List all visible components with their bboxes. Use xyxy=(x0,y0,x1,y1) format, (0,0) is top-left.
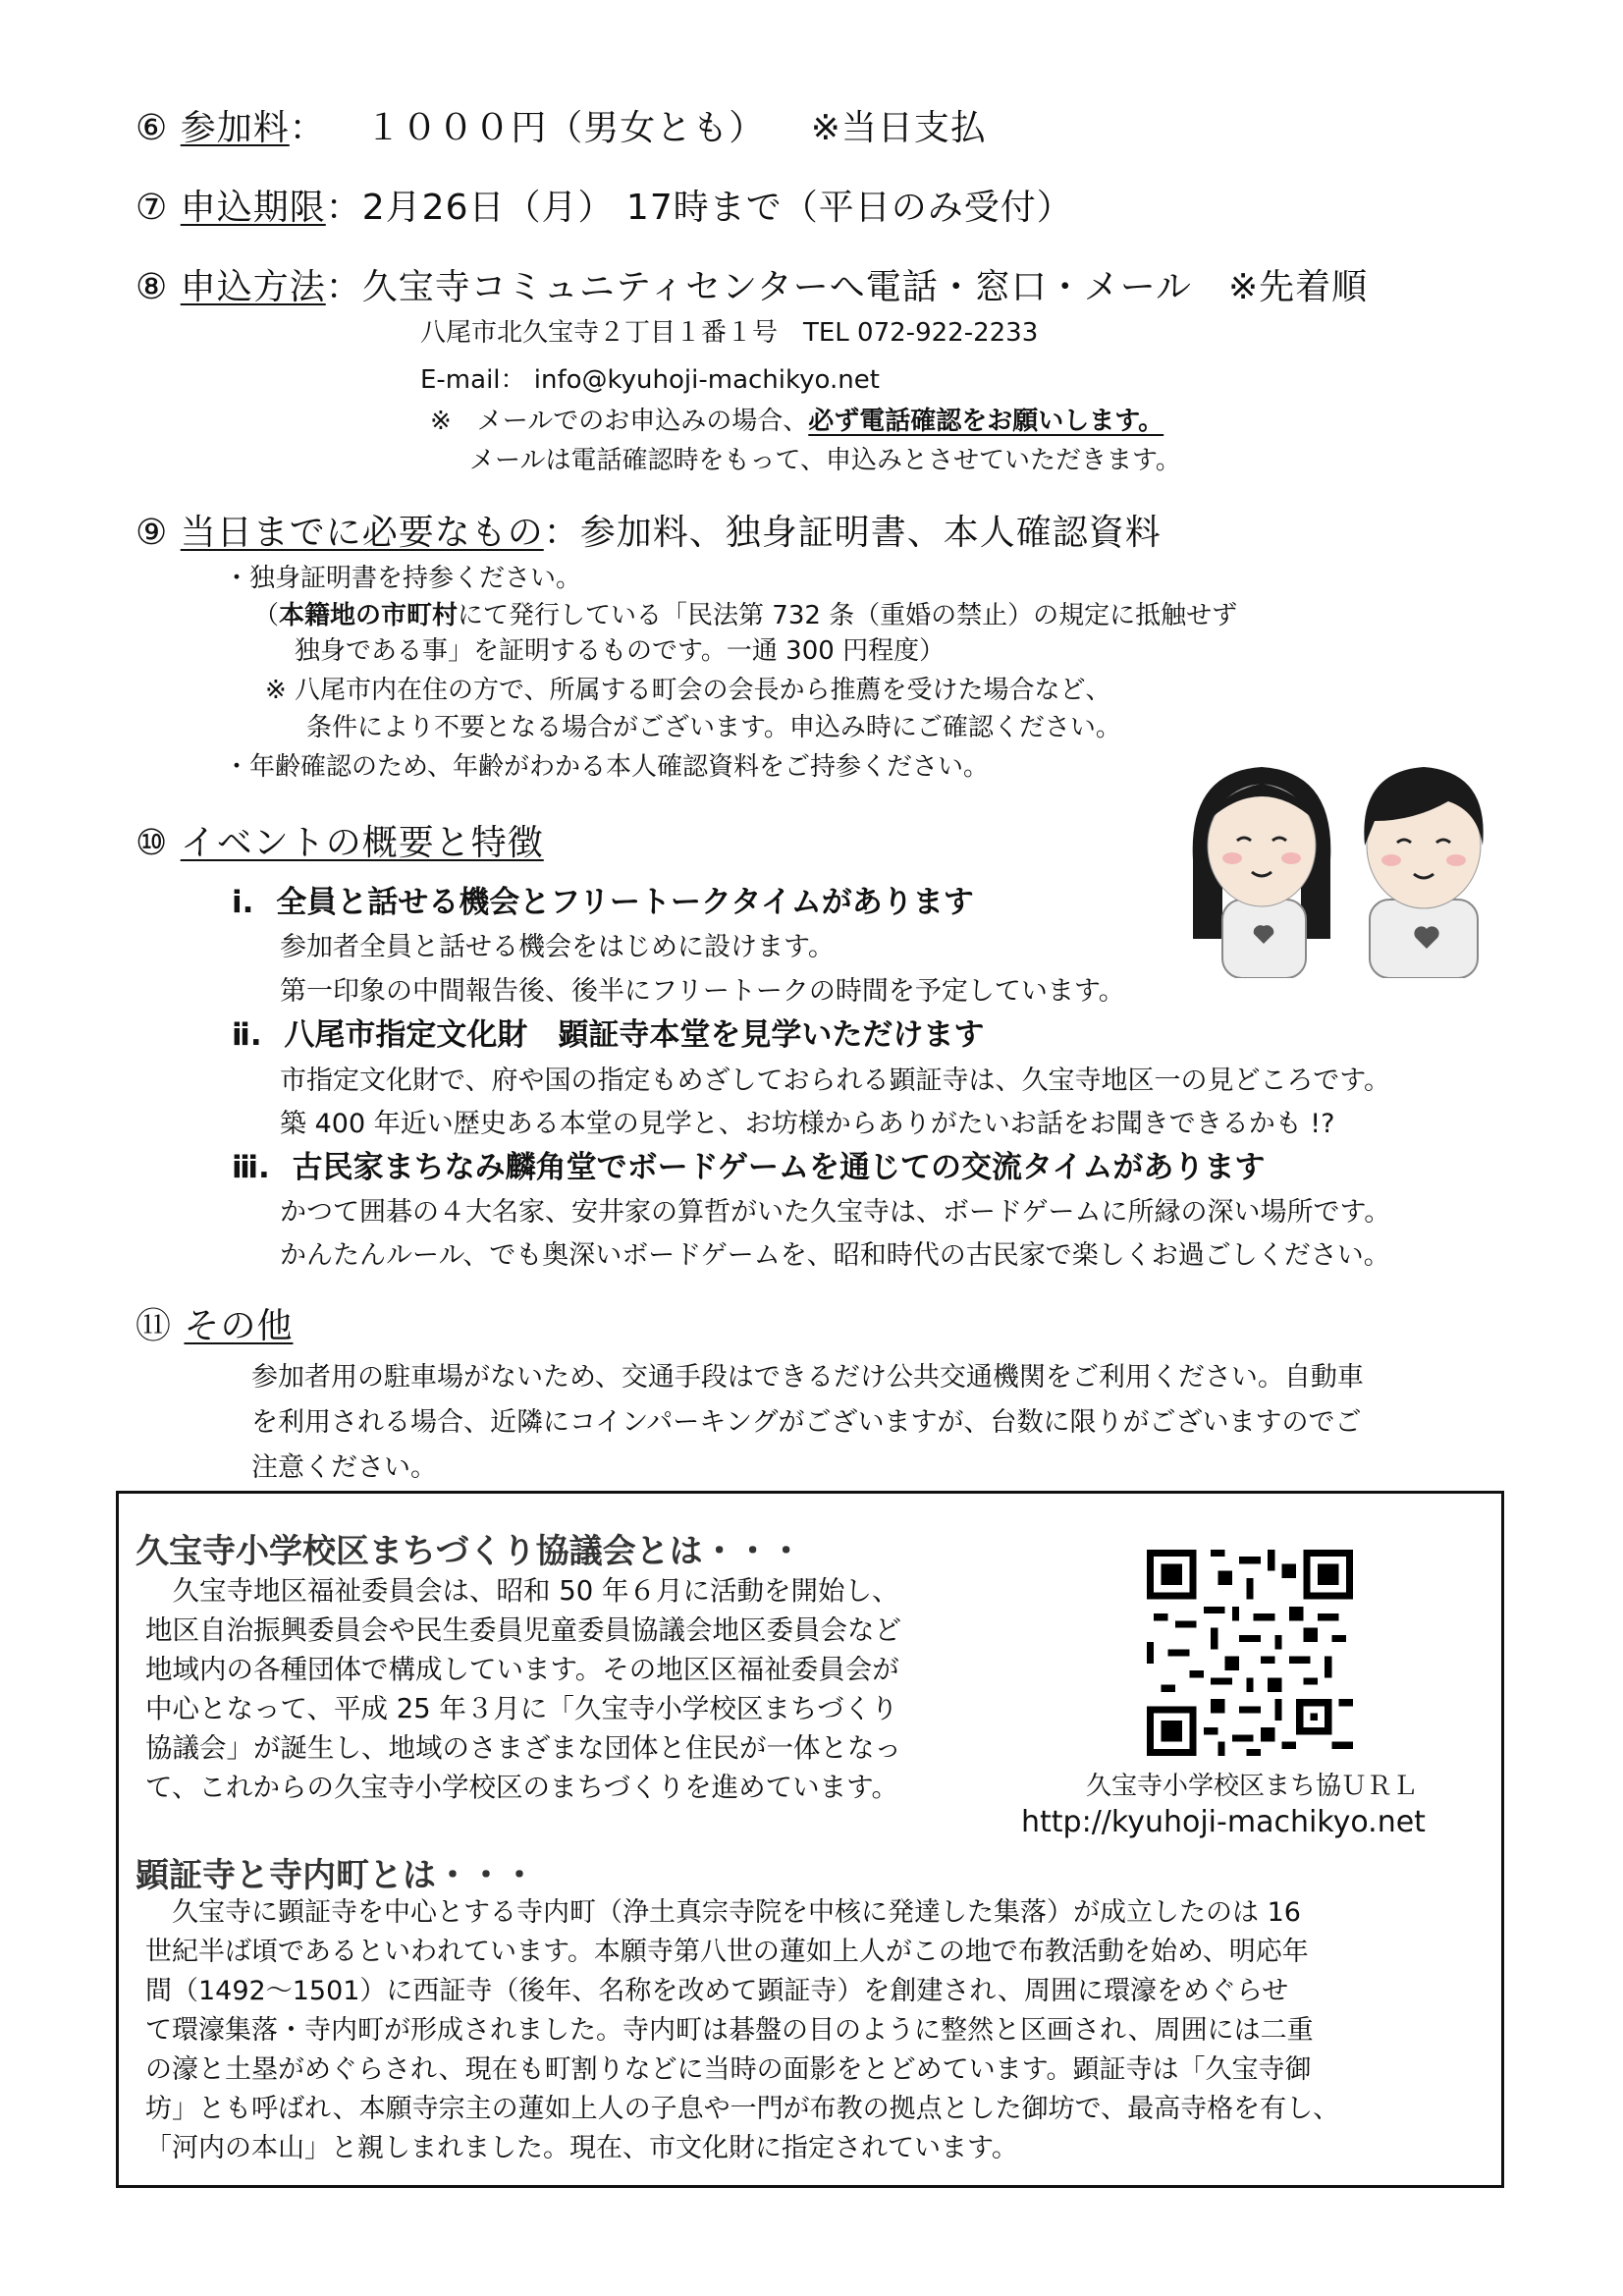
needs-sep: ： xyxy=(543,513,580,553)
about-p2-line: て環濠集落・寺内町が形成されました。寺内町は碁盤の目のように整然と区画され、周囲には二重 xyxy=(145,2015,1314,2046)
needs-rest-text: にて発行している「民法第 732 条（重婚の禁止）の規定に抵触せず xyxy=(458,601,1238,630)
needs-note-2: 条件により不要となる場合がございます。申込み時にご確認ください。 xyxy=(306,713,1121,742)
overview-s1-marker: ⅰ. xyxy=(232,885,254,920)
qr-code[interactable] xyxy=(1147,1550,1353,1756)
about-p1-line: 久宝寺地区福祉委員会は、昭和 50 年６月に活動を開始し、 xyxy=(145,1575,899,1607)
needs-label: 当日までに必要なもの xyxy=(180,513,544,553)
about-p1-line: 中心となって、平成 25 年３月に「久宝寺小学校区まちづくり xyxy=(145,1693,898,1724)
overview-s2-title xyxy=(232,1010,984,1054)
overview-number: ⑩ xyxy=(135,823,169,863)
overview-s2-line1: 市指定文化財で、府や国の指定もめざしておられる顕証寺は、久宝寺地区一の見どころです。 xyxy=(280,1066,1391,1096)
about-p1-line: 地区自治振興委員会や民生委員児童委員協議会地区委員会など xyxy=(145,1614,901,1646)
overview-s3-title xyxy=(232,1142,1265,1186)
about-p2-line: 「河内の本山」と親しまれました。現在、市文化財に指定されています。 xyxy=(145,2133,1018,2163)
about-p1-line: 地域内の各種団体で構成しています。その地区区福祉委員会が xyxy=(145,1654,899,1685)
about-p1-line: 協議会」が誕生し、地域のさまざまな団体と住民が一体となっ xyxy=(145,1732,901,1764)
overview-s1-line1: 参加者全員と話せる機会をはじめに設けます。 xyxy=(280,932,835,962)
overview-s3-text: 古民家まちなみ麟角堂でボードゲームを通じての交流タイムがあります xyxy=(292,1150,1266,1185)
method-label: 申込方法 xyxy=(180,267,326,307)
man-icon xyxy=(1364,767,1483,978)
needs-bullet-2: ・年齢確認のため、年齢がわかる本人確認資料をご持参ください。 xyxy=(224,752,989,782)
deadline-number: ⑦ xyxy=(135,188,169,228)
method-note-1 xyxy=(430,401,1163,437)
woman-icon xyxy=(1193,767,1331,978)
deadline-value: 2月26日（月） 17時まで（平日のみ受付） xyxy=(361,188,1073,228)
fee-sep: ： xyxy=(289,108,326,148)
needs-row xyxy=(135,505,1162,555)
about-p2-line: 坊」とも呼ばれ、本願寺宗主の蓮如上人の子息や一門が布教の拠点とした御坊で、最高寺格を有し、 xyxy=(145,2094,1340,2124)
deadline-label: 申込期限 xyxy=(180,188,326,228)
overview-s2-line2: 築 400 年近い歴史ある本堂の見学と、お坊様からありがたいお話をお聞きできるかも !? xyxy=(280,1109,1335,1139)
about-p2-line: の濠と土塁がめぐらされ、現在も町割りなどに当時の面影をとどめています。顕証寺は「久宝寺御 xyxy=(145,2054,1312,2085)
method-note-1-emphasis: 必ず電話確認をお願いします。 xyxy=(808,407,1164,436)
other-line3: 注意ください。 xyxy=(251,1452,437,1483)
needs-bold-text: 本籍地の市町村 xyxy=(279,601,459,630)
needs-bullet-1b: 独身である事」を証明するものです。一通 300 円程度） xyxy=(295,636,946,666)
needs-note-1: ※ 八尾市内在住の方で、所属する町会の会長から推薦を受けた場合など、 xyxy=(265,676,1111,705)
about-p1-line: て、これからの久宝寺小学校区のまちづくりを進めています。 xyxy=(145,1772,898,1803)
other-label: その他 xyxy=(184,1306,294,1346)
method-number: ⑧ xyxy=(135,267,169,307)
fee-number: ⑥ xyxy=(135,108,169,148)
overview-s2-marker: ⅱ. xyxy=(232,1017,262,1053)
about-title-1: 久宝寺小学校区まちづくり協議会とは・・・ xyxy=(135,1532,803,1571)
deadline-sep: ： xyxy=(325,188,362,228)
other-number: ⑪ xyxy=(135,1306,173,1346)
overview-s3-marker: ⅲ. xyxy=(232,1150,270,1185)
qr-url-link[interactable]: http://kyuhoji-machikyo.net xyxy=(1021,1805,1426,1839)
method-note-1-prefix: ※ メールでのお申込みの場合、 xyxy=(430,407,809,436)
method-value: 久宝寺コミュニティセンターへ電話・窓口・メール ※先着順 xyxy=(361,267,1369,307)
method-sep: ： xyxy=(325,267,362,307)
overview-s2-text: 八尾市指定文化財 顕証寺本堂を見学いただけます xyxy=(284,1017,985,1053)
needs-value: 参加料、独身証明書、本人確認資料 xyxy=(579,513,1162,553)
other-row xyxy=(135,1298,293,1348)
fee-row xyxy=(135,100,987,150)
qr-caption: 久宝寺小学校区まち協ＵＲＬ xyxy=(1086,1772,1419,1801)
overview-label: イベントの概要と特徴 xyxy=(180,823,544,863)
needs-number: ⑨ xyxy=(135,513,169,553)
fee-label: 参加料 xyxy=(180,108,290,148)
couple-illustration xyxy=(1183,752,1497,978)
fee-value: １０００円（男女とも） xyxy=(365,108,766,148)
about-p2-line: 世紀半ば頃であるといわれています。本願寺第八世の蓮如上人がこの地で布教活動を始め、明応年 xyxy=(145,1937,1309,1967)
method-note-2: メールは電話確認時をもって、申込みとさせていただきます。 xyxy=(469,446,1181,475)
about-p2-line: 間（1492～1501）に西証寺（後年、名称を改めて顕証寺）を創建され、周囲に環濠をめぐらせ xyxy=(145,1976,1289,2006)
about-title-2: 顕証寺と寺内町とは・・・ xyxy=(135,1856,536,1895)
overview-s3-line2: かんたんルール、でも奥深いボードゲームを、昭和時代の古民家で楽しくお過ごしください。 xyxy=(280,1240,1390,1271)
needs-paren-open: （ xyxy=(253,601,280,630)
about-p2-line: 久宝寺に顕証寺を中心とする寺内町（浄土真宗寺院を中核に発達した集落）が成立したのは 16 xyxy=(145,1897,1301,1928)
needs-bullet-1: ・独身証明書を持参ください。 xyxy=(224,564,582,593)
overview-s3-line1: かつて囲碁の４大名家、安井家の算哲がいた久宝寺は、ボードゲームに所縁の深い場所です。 xyxy=(280,1197,1391,1228)
about-paragraph-2 xyxy=(145,1893,1339,2168)
about-paragraph-1 xyxy=(145,1571,901,1807)
method-address: 八尾市北久宝寺２丁目１番１号 TEL 072-922-2233 xyxy=(420,318,1039,348)
overview-row xyxy=(135,815,544,865)
method-email[interactable]: E-mail： info@kyuhoji-machikyo.net xyxy=(420,365,880,395)
overview-s1-title xyxy=(232,877,974,921)
fee-note: ※当日支払 xyxy=(810,108,987,148)
overview-s1-line2: 第一印象の中間報告後、後半にフリートークの時間を予定しています。 xyxy=(280,976,1125,1007)
needs-bullet-1a xyxy=(253,595,1237,631)
method-row xyxy=(135,259,1368,309)
overview-s1-text: 全員と話せる機会とフリートークタイムがあります xyxy=(276,885,974,920)
other-line1: 参加者用の駐車場がないため、交通手段はできるだけ公共交通機関をご利用ください。自動車 xyxy=(251,1362,1364,1393)
other-line2: を利用される場合、近隣にコインパーキングがございますが、台数に限りがございますのでご xyxy=(251,1407,1362,1438)
deadline-row xyxy=(135,180,1073,230)
